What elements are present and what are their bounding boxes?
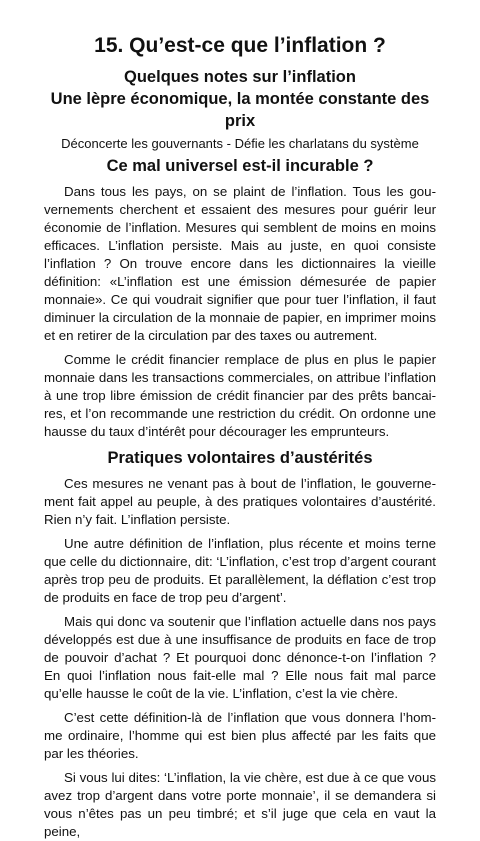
chapter-title: 15. Qu’est-ce que l’inflation ?	[94, 34, 386, 57]
subtitle-question: Ce mal universel est-il incurable ?	[106, 157, 374, 175]
tagline: Déconcerte les gouvernants - Défie les charlatans du système	[61, 136, 419, 151]
body-paragraph: Dans tous les pays, on se plaint de l’inflation. Tous les gouvernements cherchent et essaient des mesures pour guérir leur économie de l’inflation. Mesures qui semblent de moins en moins efficaces. L’inflation persiste. Mais au juste, en quoi consiste l’inflation ? On trouve encore dans les dictionnaires la vieille définition: «L’inflation est une émission démesurée de papier monnaie». Ce qui voudrait signifier que pour tuer l’inflation, il faut diminuer la circulation de la monnaie de papier, en imprimer moins et en retirer de la circulation par des taxes ou autrement.	[44, 184, 436, 343]
body-paragraph: Ces mesures ne venant pas à bout de l’inflation, le gouvernement fait appel au peuple, à des pratiques volontaires d’austérité. Rien n’y fait. L’inflation persiste.	[44, 476, 436, 527]
section-heading: Pratiques volontaires d’austérités	[107, 449, 373, 467]
subtitle-leprosy: Une lèpre économique, la montée constante des prix	[50, 90, 430, 130]
subtitle-notes: Quelques notes sur l’inflation	[124, 68, 356, 86]
body-paragraph: Une autre définition de l’inflation, plus récente et moins terne que celle du dictionnaire, dit: ‘L’inflation, c’est trop d’argent courant après trop peu de produits. Et parallèlement, la déflation c’est trop de produits en face de trop peu d’argent’.	[44, 536, 436, 605]
body-paragraph: Comme le crédit financier remplace de plus en plus le papier monnaie dans les transactions commerciales, on attribue l’inflation à une trop libre émission de crédit financier par des prêts bancaires, et l’on recommande une restriction du crédit. On ordonne une hausse du taux d’intérêt pour décourager les emprunteurs.	[44, 352, 436, 439]
body-paragraph: Si vous lui dites: ‘L’inflation, la vie chère, est due à ce que vous avez trop d’argent dans votre porte monnaie’, il se demandera si vous n’êtes pas un peu timbré; et s’il juge que cela en vaut la peine,	[44, 770, 436, 839]
body-paragraph: C’est cette définition-là de l’inflation que vous donnera l’homme ordinaire, l’homme qui est bien plus affecté par les faits que par les théories.	[44, 710, 436, 761]
body-paragraph: Mais qui donc va soutenir que l’inflation actuelle dans nos pays développés est due à une insuffisance de produits en face de trop de pouvoir d’achat ? Et pourquoi donc dénonce-t-on l’inflation ? En quoi l’inflation nous fait-elle mal ? Elle nous fait mal parce qu’elle hausse le coût de la vie. L’inflation, c’est la vie chère.	[44, 614, 436, 701]
